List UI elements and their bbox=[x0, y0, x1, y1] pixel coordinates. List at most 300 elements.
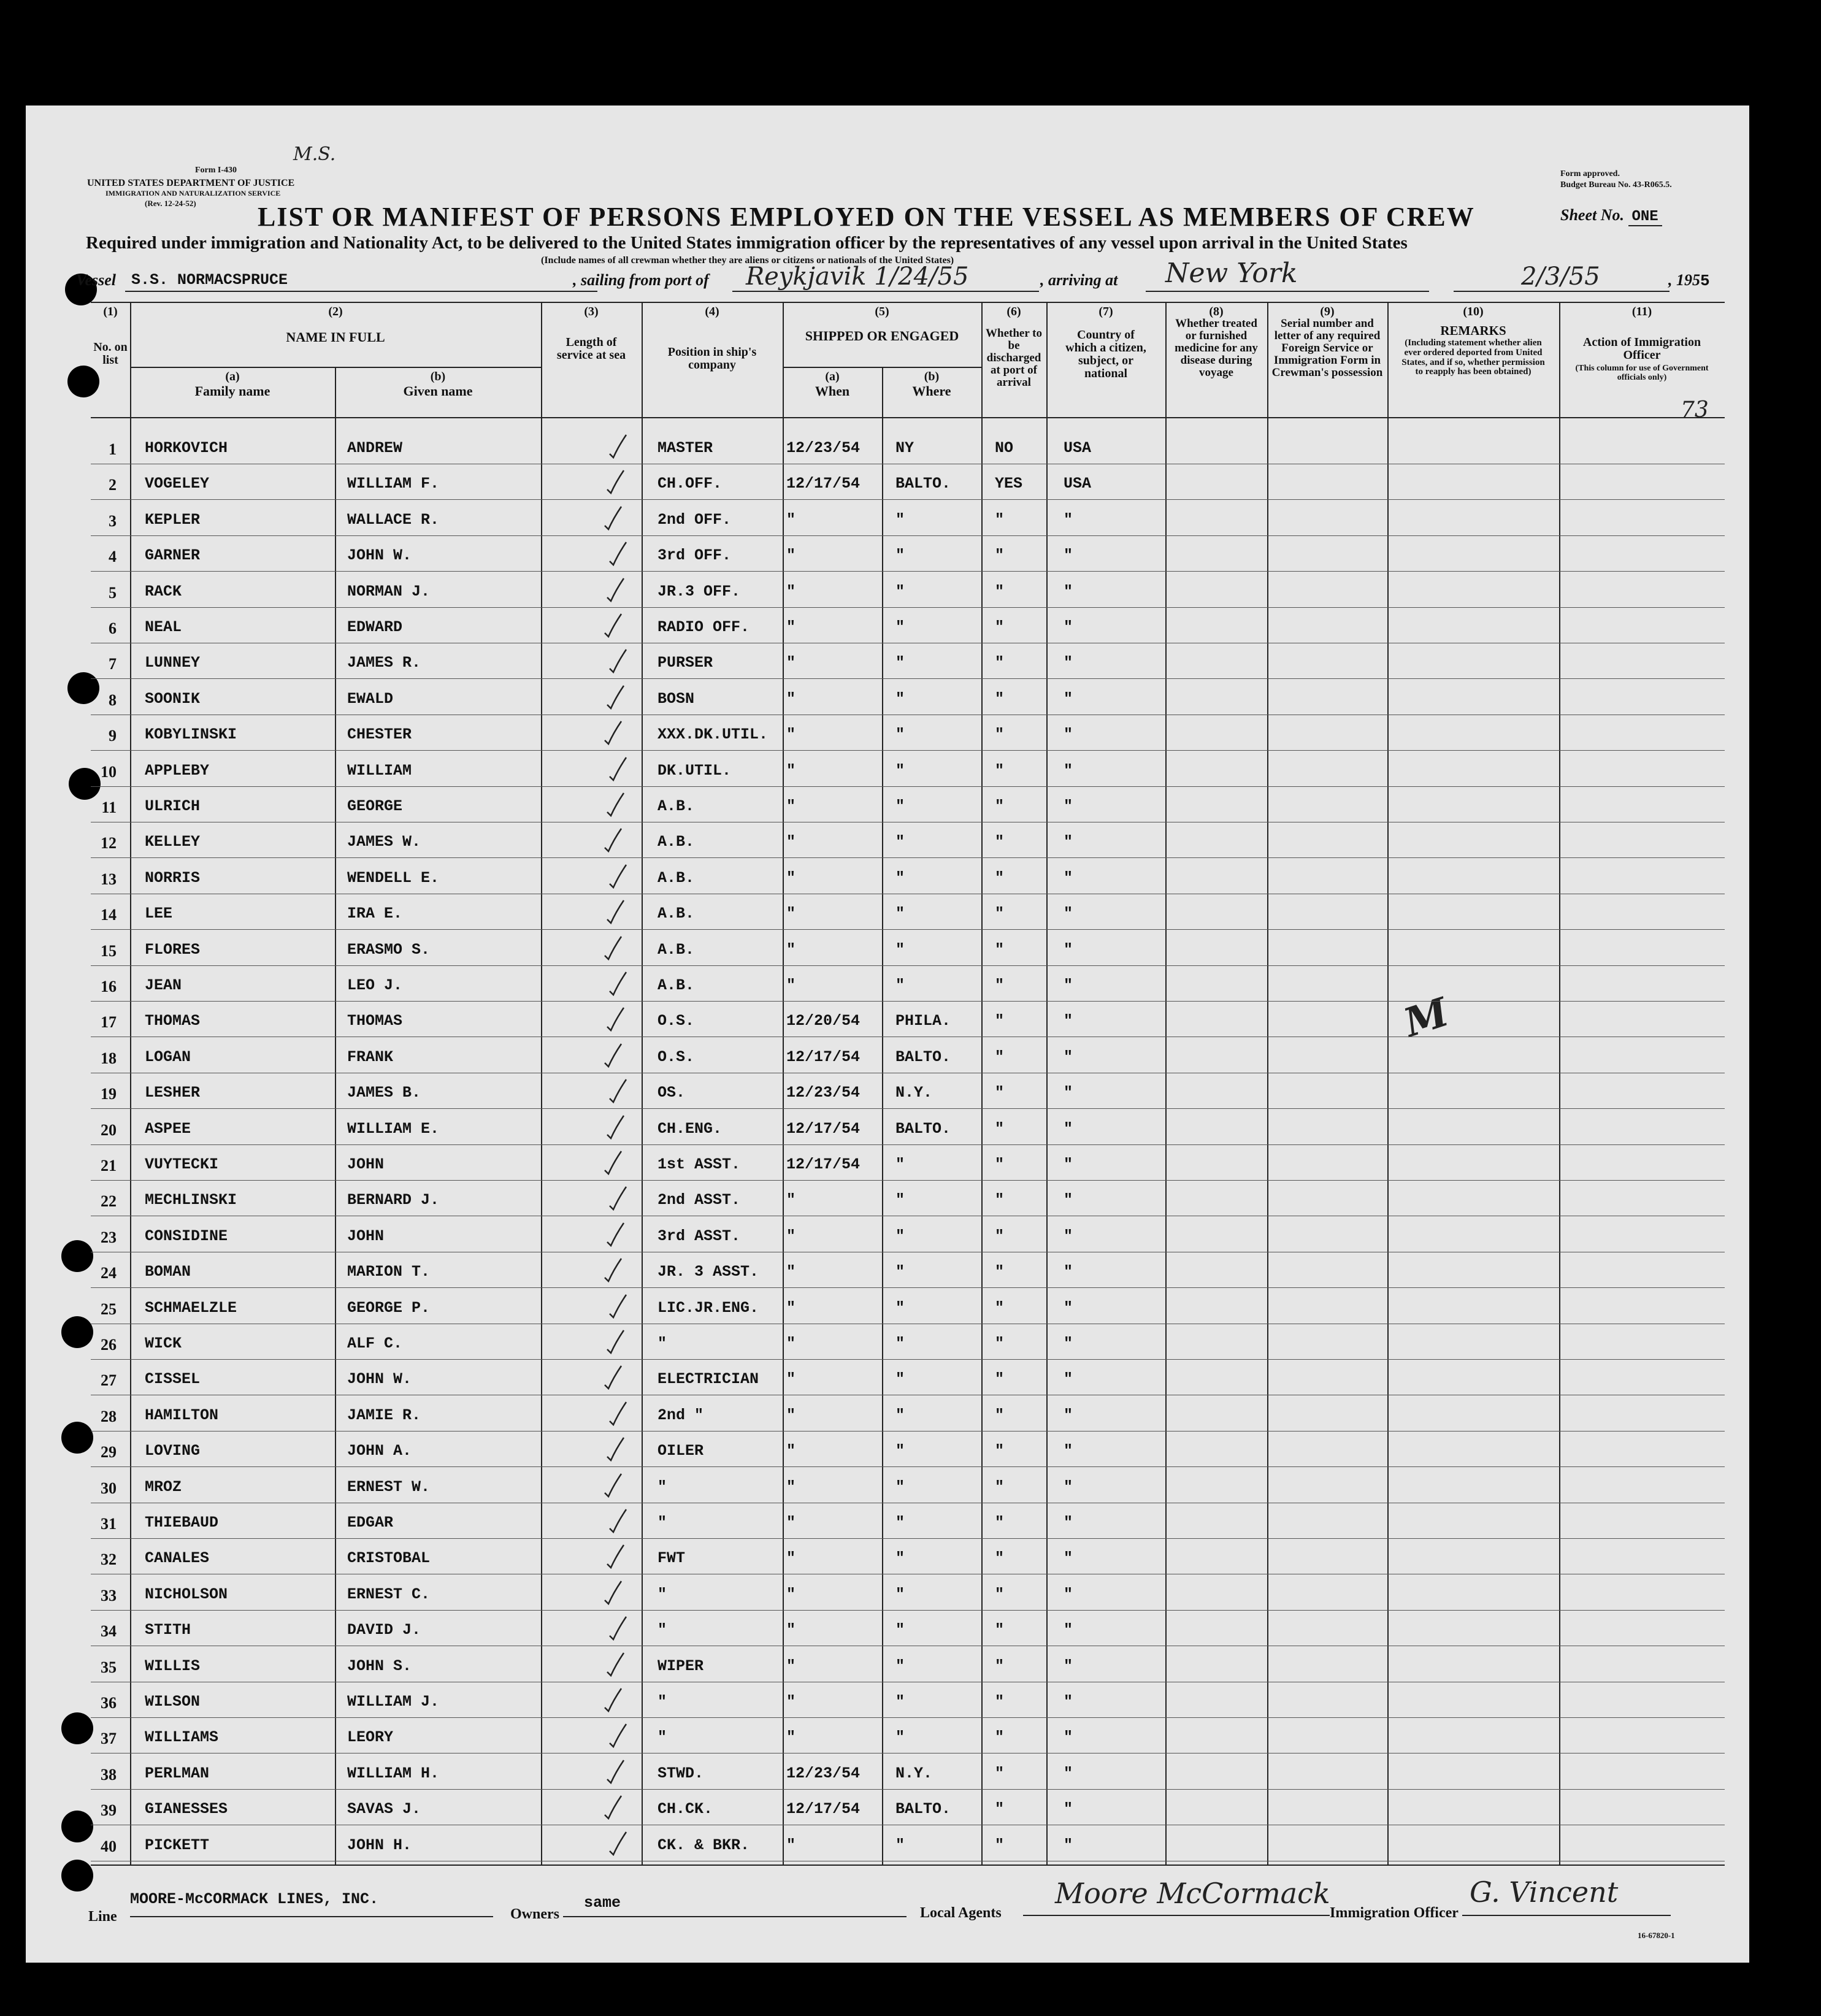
family-name: LOVING bbox=[145, 1442, 201, 1460]
position: " bbox=[657, 1693, 667, 1711]
discharged: YES bbox=[995, 475, 1023, 493]
given-name: ALF C. bbox=[347, 1335, 403, 1352]
shipped-where: " bbox=[895, 1191, 905, 1209]
line-number: 6 bbox=[109, 619, 117, 637]
shipped-when: 12/20/54 bbox=[786, 1012, 861, 1030]
row-divider bbox=[91, 929, 1725, 930]
position: PURSER bbox=[657, 654, 713, 672]
table-row bbox=[0, 1576, 1821, 1611]
row-divider bbox=[91, 857, 1725, 858]
row-divider bbox=[91, 1287, 1725, 1288]
sheet-label-text: Sheet No. bbox=[1560, 206, 1624, 224]
subtitle-note: (Include names of all crewman whether they are aliens or citizens or nationals of the United States) bbox=[541, 255, 954, 266]
discharged: " bbox=[995, 1514, 1005, 1531]
given-name: JAMIE R. bbox=[347, 1406, 421, 1424]
department-name: UNITED STATES DEPARTMENT OF JUSTICE bbox=[87, 178, 295, 188]
citizenship: " bbox=[1064, 1370, 1073, 1389]
shipped-when: " bbox=[786, 1263, 796, 1281]
shipped-when: " bbox=[786, 1657, 796, 1675]
checkmark-icon bbox=[605, 1328, 626, 1354]
shipped-where: " bbox=[895, 868, 905, 887]
line-number: 25 bbox=[101, 1300, 117, 1318]
checkmark-icon bbox=[605, 469, 626, 494]
discharged: " bbox=[995, 1012, 1005, 1030]
line-number: 31 bbox=[101, 1515, 117, 1533]
citizenship: " bbox=[1064, 1298, 1073, 1317]
family-name: KELLEY bbox=[145, 833, 201, 851]
line-number: 20 bbox=[101, 1121, 117, 1139]
discharged: " bbox=[995, 1048, 1005, 1066]
sheet-number: ONE bbox=[1628, 209, 1662, 226]
line-number: 23 bbox=[101, 1228, 117, 1246]
shipped-where: N.Y. bbox=[895, 1084, 933, 1102]
year-prefix: , 195 bbox=[1668, 271, 1700, 289]
table-row bbox=[0, 501, 1821, 537]
col7-number: (7) bbox=[1098, 305, 1113, 318]
family-name: LEE bbox=[145, 905, 173, 923]
table-row bbox=[0, 1647, 1821, 1683]
shipped-where: " bbox=[895, 1298, 905, 1317]
family-name: WILSON bbox=[145, 1693, 201, 1711]
row-divider bbox=[91, 750, 1725, 751]
vessel-name: S.S. NORMACSPRUCE bbox=[131, 271, 288, 289]
shipped-when: 12/17/54 bbox=[786, 1048, 861, 1066]
shipped-when: " bbox=[786, 976, 796, 994]
given-name: WALLACE R. bbox=[347, 510, 440, 529]
citizenship: " bbox=[1064, 1156, 1073, 1173]
family-name: VOGELEY bbox=[145, 475, 210, 493]
citizenship: " bbox=[1064, 510, 1073, 529]
position: A.B. bbox=[657, 833, 695, 851]
col11-header: Action of Immigration Officer bbox=[1582, 335, 1701, 362]
family-name: THOMAS bbox=[145, 1012, 201, 1030]
citizenship: " bbox=[1064, 1585, 1073, 1603]
line-number: 33 bbox=[101, 1586, 117, 1604]
position: A.B. bbox=[657, 905, 695, 923]
citizenship: " bbox=[1064, 1693, 1073, 1711]
citizenship: " bbox=[1064, 1549, 1073, 1568]
row-divider bbox=[91, 1108, 1725, 1109]
row-divider bbox=[91, 1789, 1725, 1790]
discharged: " bbox=[995, 510, 1005, 529]
line-number: 39 bbox=[101, 1801, 117, 1820]
col9-header: Serial number and letter of any required Foreign Service or Immigration Form in Crewman's possession bbox=[1271, 317, 1383, 379]
family-name: LOGAN bbox=[145, 1048, 191, 1066]
position: ELECTRICIAN bbox=[657, 1370, 759, 1389]
checkmark-icon bbox=[602, 1042, 623, 1068]
form-number: Form I-430 bbox=[195, 166, 237, 175]
discharged: " bbox=[995, 1370, 1005, 1389]
row-divider bbox=[91, 1144, 1725, 1145]
given-name: ERNEST W. bbox=[347, 1478, 431, 1496]
given-name: JAMES W. bbox=[347, 833, 421, 851]
position: 2nd OFF. bbox=[657, 510, 732, 529]
checkmark-icon bbox=[607, 1830, 628, 1856]
given-name: GEORGE P. bbox=[347, 1298, 431, 1317]
checkmark-icon bbox=[602, 1687, 623, 1712]
col4-number: (4) bbox=[705, 305, 719, 318]
form-code: 16-67820-1 bbox=[1638, 1931, 1675, 1940]
shipped-where: " bbox=[895, 654, 905, 672]
col11-number: (11) bbox=[1631, 305, 1652, 318]
line-number: 30 bbox=[101, 1479, 117, 1497]
shipped-where: " bbox=[895, 976, 905, 994]
table-row bbox=[0, 1719, 1821, 1754]
given-name: LEORY bbox=[347, 1728, 394, 1747]
given-name: WILLIAM F. bbox=[347, 475, 440, 493]
checkmark-icon bbox=[602, 505, 623, 531]
col6-header: Whether to be discharged at port of arrival bbox=[986, 327, 1042, 389]
given-name: JAMES B. bbox=[347, 1084, 421, 1102]
shipped-where: " bbox=[895, 689, 905, 708]
given-name: DAVID J. bbox=[347, 1621, 421, 1639]
table-row bbox=[0, 1539, 1821, 1575]
given-name: JOHN bbox=[347, 1227, 385, 1245]
checkmark-icon bbox=[605, 1651, 626, 1677]
shipped-when: " bbox=[786, 726, 796, 744]
shipped-when: " bbox=[786, 905, 796, 923]
checkmark-icon bbox=[602, 1257, 623, 1282]
discharged: " bbox=[995, 1084, 1005, 1102]
shipped-where: " bbox=[895, 1514, 905, 1531]
position: DK.UTIL. bbox=[657, 761, 732, 780]
discharged: " bbox=[995, 868, 1005, 887]
position: A.B. bbox=[657, 797, 695, 815]
discharged: " bbox=[995, 1406, 1005, 1424]
discharged: " bbox=[995, 1263, 1005, 1281]
line-number: 34 bbox=[101, 1622, 117, 1641]
citizenship: " bbox=[1064, 1191, 1073, 1209]
shipped-when: " bbox=[786, 868, 796, 887]
checkmark-icon bbox=[607, 1508, 628, 1533]
local-agents-label: Local Agents bbox=[920, 1905, 1002, 1921]
line-number: 13 bbox=[101, 870, 117, 888]
shipped-when: 12/23/54 bbox=[786, 439, 861, 457]
shipped-when: " bbox=[786, 654, 796, 672]
sailing-port: Reykjavik 1/24/55 bbox=[746, 263, 969, 291]
citizenship: " bbox=[1064, 546, 1073, 565]
shipped-when: " bbox=[786, 1585, 796, 1603]
col2a-letter: (a) bbox=[225, 370, 240, 383]
shipped-when: " bbox=[786, 1227, 796, 1245]
shipped-when: " bbox=[786, 1335, 796, 1352]
given-name: WILLIAM J. bbox=[347, 1693, 440, 1711]
shipped-when: 12/17/54 bbox=[786, 475, 861, 493]
citizenship: " bbox=[1064, 797, 1073, 815]
table-row bbox=[0, 752, 1821, 788]
family-name: ULRICH bbox=[145, 797, 201, 815]
line-number: 35 bbox=[101, 1658, 117, 1676]
line-number: 36 bbox=[101, 1694, 117, 1712]
discharged: " bbox=[995, 1693, 1005, 1711]
shipped-where: " bbox=[895, 761, 905, 780]
position: 2nd ASST. bbox=[657, 1191, 741, 1209]
col8-header: Whether treated or furnished medicine for any disease during voyage bbox=[1175, 317, 1258, 379]
discharged: " bbox=[995, 726, 1005, 744]
shipped-when: " bbox=[786, 1549, 796, 1568]
row-divider bbox=[91, 1717, 1725, 1718]
citizenship: " bbox=[1064, 582, 1073, 600]
row-divider bbox=[91, 1359, 1725, 1360]
remarks-mark: M bbox=[1398, 989, 1454, 1047]
given-name: JOHN A. bbox=[347, 1442, 412, 1460]
shipped-where: PHILA. bbox=[895, 1012, 951, 1030]
col6-number: (6) bbox=[1006, 305, 1021, 318]
table-row bbox=[0, 716, 1821, 751]
position: JR. 3 ASST. bbox=[657, 1263, 759, 1281]
table-row bbox=[0, 1468, 1821, 1504]
table-row bbox=[0, 573, 1821, 608]
table-bottom-border bbox=[91, 1865, 1725, 1866]
row-divider bbox=[91, 1431, 1725, 1432]
checkmark-icon bbox=[605, 1758, 626, 1784]
citizenship: " bbox=[1064, 1657, 1073, 1675]
position: STWD. bbox=[657, 1764, 704, 1782]
citizenship: " bbox=[1064, 761, 1073, 780]
position: JR.3 OFF. bbox=[657, 582, 741, 600]
shipped-where: " bbox=[895, 582, 905, 600]
given-name: NORMAN J. bbox=[347, 582, 431, 600]
position: CH.CK. bbox=[657, 1800, 713, 1819]
discharged: " bbox=[995, 1657, 1005, 1675]
given-name: JAMES R. bbox=[347, 654, 421, 672]
shipped-where: " bbox=[895, 1693, 905, 1711]
shipped-where: " bbox=[895, 1836, 905, 1854]
given-name: JOHN W. bbox=[347, 1370, 412, 1389]
handwritten-note: M.S. bbox=[293, 144, 336, 165]
given-name: ERNEST C. bbox=[347, 1585, 431, 1603]
shipped-where: BALTO. bbox=[895, 475, 951, 493]
table-row bbox=[0, 465, 1821, 500]
given-name: JOHN W. bbox=[347, 546, 412, 565]
citizenship: " bbox=[1064, 1048, 1073, 1066]
line-number: 19 bbox=[101, 1085, 117, 1103]
shipped-where: " bbox=[895, 726, 905, 744]
citizenship: " bbox=[1064, 940, 1073, 959]
table-row bbox=[0, 1683, 1821, 1719]
checkmark-icon bbox=[605, 577, 626, 602]
shipped-when: " bbox=[786, 546, 796, 565]
immigration-officer-label: Immigration Officer bbox=[1330, 1905, 1459, 1921]
citizenship: " bbox=[1064, 1263, 1073, 1281]
owners-label: Owners bbox=[510, 1906, 559, 1922]
page-title: LIST OR MANIFEST OF PERSONS EMPLOYED ON THE VESSEL AS MEMBERS OF CREW bbox=[258, 202, 1475, 232]
position: O.S. bbox=[657, 1048, 695, 1066]
family-name: LESHER bbox=[145, 1084, 201, 1102]
row-divider bbox=[91, 535, 1725, 536]
given-name: WENDELL E. bbox=[347, 868, 440, 887]
checkmark-icon bbox=[602, 1364, 623, 1390]
family-name: BOMAN bbox=[145, 1263, 191, 1281]
table-row bbox=[0, 1504, 1821, 1539]
family-name: CANALES bbox=[145, 1549, 210, 1568]
table-row bbox=[0, 823, 1821, 859]
table-row bbox=[0, 931, 1821, 967]
discharged: " bbox=[995, 1335, 1005, 1352]
row-divider bbox=[91, 1180, 1725, 1181]
shipped-when: 12/17/54 bbox=[786, 1156, 861, 1173]
checkmark-icon bbox=[605, 1543, 626, 1569]
table-row bbox=[0, 1002, 1821, 1038]
shipped-when: " bbox=[786, 1728, 796, 1747]
line-number: 16 bbox=[101, 978, 117, 995]
shipped-where: " bbox=[895, 797, 905, 815]
col2b-letter: (b) bbox=[430, 370, 446, 383]
shipped-where: " bbox=[895, 833, 905, 851]
discharged: NO bbox=[995, 439, 1014, 457]
row-divider bbox=[91, 499, 1725, 500]
shipped-when: " bbox=[786, 1406, 796, 1424]
shipped-when: 12/17/54 bbox=[786, 1800, 861, 1819]
position: " bbox=[657, 1478, 667, 1496]
family-name: MROZ bbox=[145, 1478, 182, 1496]
shipped-when: " bbox=[786, 940, 796, 959]
checkmark-icon bbox=[602, 935, 623, 960]
given-name: FRANK bbox=[347, 1048, 394, 1066]
shipped-when: " bbox=[786, 582, 796, 600]
table-row bbox=[0, 1146, 1821, 1181]
discharged: " bbox=[995, 1227, 1005, 1245]
shipped-when: " bbox=[786, 1370, 796, 1389]
table-row bbox=[0, 1074, 1821, 1110]
owners-name: same bbox=[584, 1894, 621, 1912]
checkmark-icon bbox=[602, 1579, 623, 1605]
line-number: 17 bbox=[101, 1013, 117, 1032]
checkmark-icon bbox=[602, 1149, 623, 1175]
discharged: " bbox=[995, 1298, 1005, 1317]
table-row bbox=[0, 1253, 1821, 1289]
row-divider bbox=[91, 678, 1725, 679]
col11-note: (This column for use of Government officials only) bbox=[1575, 364, 1709, 382]
line-number: 14 bbox=[101, 906, 117, 924]
position: " bbox=[657, 1728, 667, 1747]
family-name: SOONIK bbox=[145, 689, 201, 708]
col3-header: Length of service at sea bbox=[556, 335, 626, 362]
citizenship: USA bbox=[1064, 475, 1092, 493]
table-row bbox=[0, 895, 1821, 930]
position: 3rd OFF. bbox=[657, 546, 732, 565]
discharged: " bbox=[995, 976, 1005, 994]
discharged: " bbox=[995, 833, 1005, 851]
given-name: WILLIAM E. bbox=[347, 1119, 440, 1138]
position: " bbox=[657, 1621, 667, 1639]
family-name: CISSEL bbox=[145, 1370, 201, 1389]
table-row bbox=[0, 1826, 1821, 1862]
family-name: PERLMAN bbox=[145, 1764, 210, 1782]
table-row bbox=[0, 1181, 1821, 1217]
position: FWT bbox=[657, 1549, 686, 1568]
position: CH.ENG. bbox=[657, 1119, 723, 1138]
shipped-when: " bbox=[786, 1621, 796, 1639]
discharged: " bbox=[995, 1478, 1005, 1496]
shipped-where: " bbox=[895, 1728, 905, 1747]
family-name: CONSIDINE bbox=[145, 1227, 228, 1245]
discharged: " bbox=[995, 618, 1005, 636]
table-row bbox=[0, 1325, 1821, 1360]
position: CH.OFF. bbox=[657, 475, 723, 493]
shipped-where: " bbox=[895, 940, 905, 959]
shipped-where: " bbox=[895, 1406, 905, 1424]
citizenship: " bbox=[1064, 1764, 1073, 1782]
given-name: LEO J. bbox=[347, 976, 403, 994]
line-number: 37 bbox=[101, 1730, 117, 1748]
form-approved: Form approved. bbox=[1560, 169, 1620, 178]
checkmark-icon bbox=[607, 756, 628, 781]
row-divider bbox=[91, 965, 1725, 966]
checkmark-icon bbox=[607, 1400, 628, 1426]
shipped-when: " bbox=[786, 1191, 796, 1209]
family-name: HAMILTON bbox=[145, 1406, 219, 1424]
discharged: " bbox=[995, 1191, 1005, 1209]
arriving-label: , arriving at bbox=[1040, 271, 1118, 289]
discharged: " bbox=[995, 1442, 1005, 1460]
row-divider bbox=[91, 1466, 1725, 1467]
col2a-header: Family name bbox=[194, 383, 270, 399]
citizenship: " bbox=[1064, 1227, 1073, 1245]
line-number: 10 bbox=[101, 762, 117, 781]
checkmark-icon bbox=[602, 827, 623, 853]
citizenship: " bbox=[1064, 868, 1073, 887]
citizenship: " bbox=[1064, 1084, 1073, 1102]
checkmark-icon bbox=[605, 1436, 626, 1462]
family-name: MECHLINSKI bbox=[145, 1191, 237, 1209]
line-number: 40 bbox=[101, 1837, 117, 1855]
citizenship: " bbox=[1064, 1836, 1073, 1854]
row-divider bbox=[91, 1001, 1725, 1002]
family-name: RACK bbox=[145, 582, 182, 600]
shipped-where: " bbox=[895, 1370, 905, 1389]
line-number: 32 bbox=[101, 1550, 117, 1569]
discharged: " bbox=[995, 1800, 1005, 1819]
year-suffix: 5 bbox=[1700, 272, 1710, 290]
discharged: " bbox=[995, 1119, 1005, 1138]
table-row bbox=[0, 1110, 1821, 1146]
shipped-where: BALTO. bbox=[895, 1800, 951, 1819]
line-number: 28 bbox=[101, 1407, 117, 1425]
shipped-when: 12/23/54 bbox=[786, 1084, 861, 1102]
col2-number: (2) bbox=[328, 305, 343, 318]
citizenship: " bbox=[1064, 654, 1073, 672]
col1-number: (1) bbox=[103, 305, 118, 318]
local-agents-signature: Moore McCormack bbox=[1055, 1877, 1330, 1910]
line-number: 2 bbox=[109, 476, 117, 494]
table-row bbox=[0, 1432, 1821, 1468]
citizenship: " bbox=[1064, 726, 1073, 744]
line-number: 26 bbox=[101, 1336, 117, 1354]
shipped-where: " bbox=[895, 1478, 905, 1496]
revision-date: (Rev. 12-24-52) bbox=[145, 199, 196, 208]
line-number: 12 bbox=[101, 834, 117, 853]
arrival-port: New York bbox=[1165, 258, 1298, 289]
sailing-label: , sailing from port of bbox=[573, 271, 709, 289]
table-row bbox=[0, 1038, 1821, 1074]
position: OILER bbox=[657, 1442, 704, 1460]
shipped-when: " bbox=[786, 1298, 796, 1317]
line-label: Line bbox=[88, 1909, 117, 1925]
position: XXX.DK.UTIL. bbox=[657, 726, 769, 744]
family-name: STITH bbox=[145, 1621, 191, 1639]
discharged: " bbox=[995, 1549, 1005, 1568]
citizenship: " bbox=[1064, 1012, 1073, 1030]
discharged: " bbox=[995, 582, 1005, 600]
family-name: VUYTECKI bbox=[145, 1156, 219, 1173]
checkmark-icon bbox=[607, 540, 628, 566]
line-number: 11 bbox=[101, 799, 117, 816]
family-name: KEPLER bbox=[145, 510, 201, 529]
shipped-when: " bbox=[786, 1514, 796, 1531]
line-number: 24 bbox=[101, 1264, 117, 1282]
col3-number: (3) bbox=[584, 305, 599, 318]
